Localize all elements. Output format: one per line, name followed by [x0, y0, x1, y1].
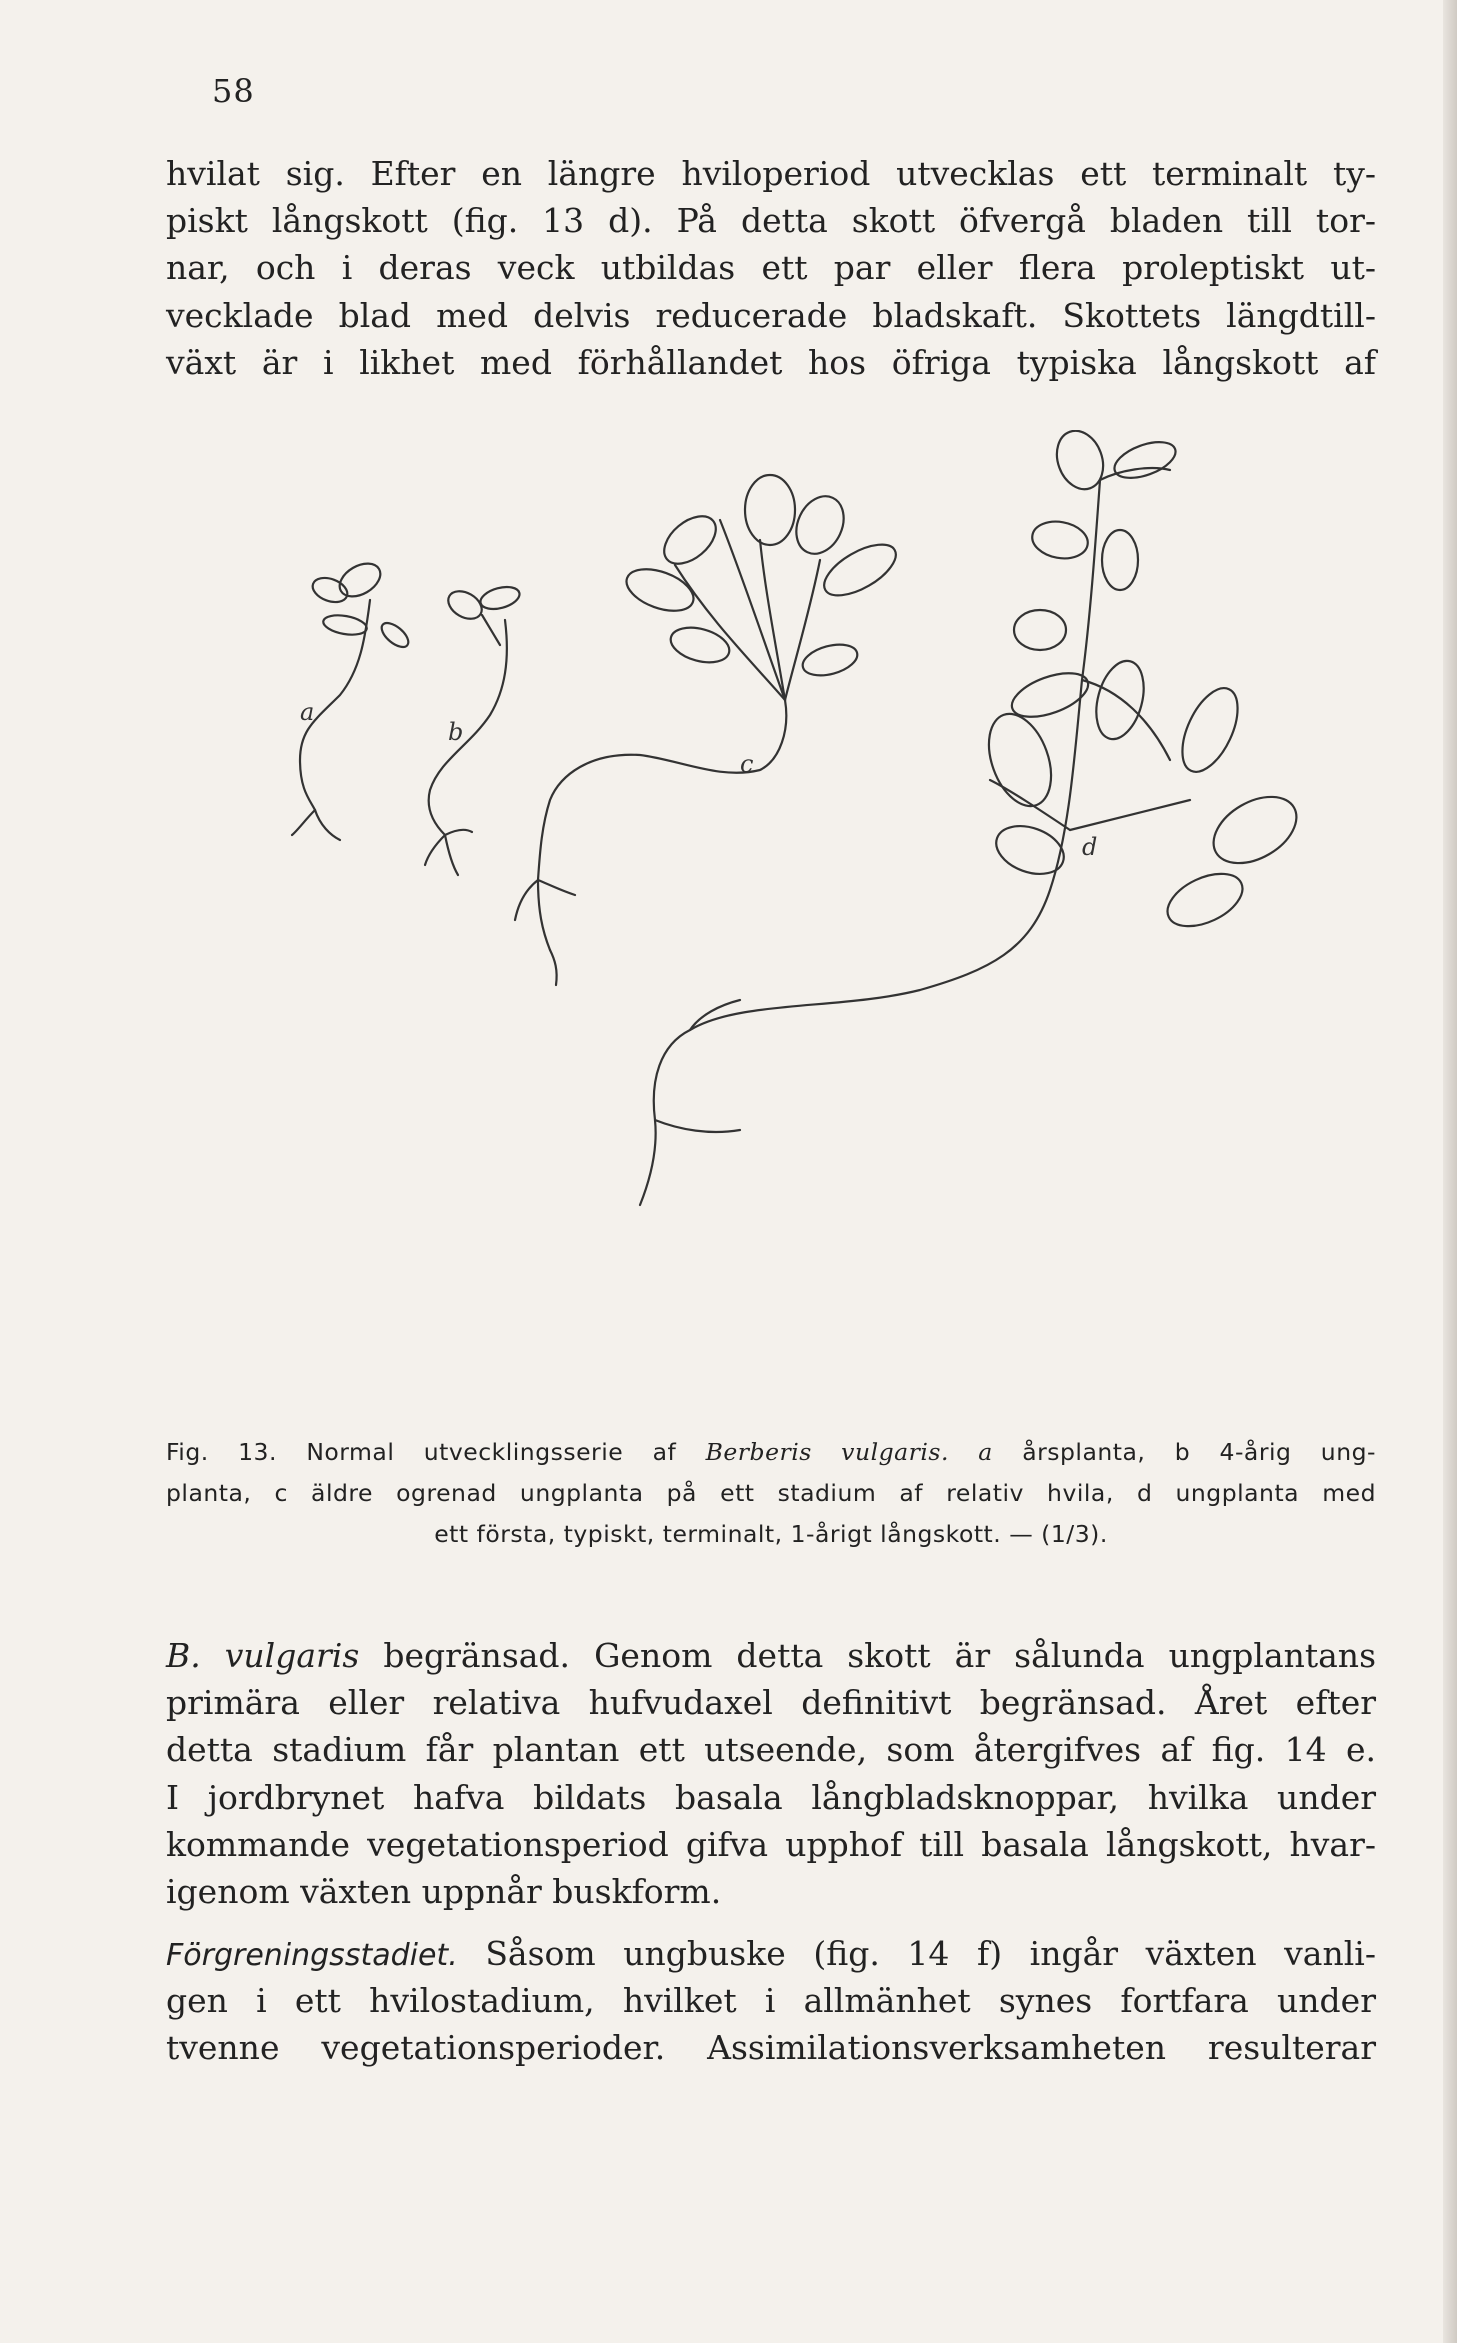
text-line: primära eller relativa hufvudaxel definitivt begränsad. Året efter	[166, 1683, 1376, 1723]
text-line	[166, 1930, 1376, 1977]
text-line: kommande vegetationsperiod gifva upphof till basala långskott, hvar-	[166, 1824, 1376, 1864]
text-line: hvilat sig. Efter en längre hviloperiod utvecklas ett terminalt ty-	[166, 154, 1376, 193]
text-line: växt är i likhet med förhållandet hos öfriga typiska långskott af	[166, 342, 1376, 382]
botanical-illustration	[220, 430, 1340, 1420]
text-line: vecklade blad med delvis reducerade bladskaft. Skottets längdtill-	[166, 295, 1376, 335]
text-line: igenom växten uppnår buskform.	[166, 1871, 722, 1911]
figure-label-a: a	[300, 698, 315, 726]
text-line: I jordbrynet hafva bildats basala långbladsknoppar, hvilka under	[166, 1777, 1376, 1817]
page-edge-shadow	[1443, 0, 1457, 2343]
text-line	[166, 1632, 1376, 1679]
plant-drawing-svg	[220, 430, 1340, 1420]
text-line: tvenne vegetationsperioder. Assimilationsverksamheten resulterar	[166, 2028, 1376, 2068]
text-line: gen i ett hvilostadium, hvilket i allmänhet synes fortfara under	[166, 1981, 1376, 2021]
figure-caption	[166, 1432, 1376, 1555]
paragraph-bottom	[166, 1930, 1376, 2072]
text-span: begränsad. Genom detta skott är sålunda ungplantans	[359, 1636, 1377, 1675]
paragraph-middle	[166, 1632, 1376, 1915]
caption-line: planta, c äldre ogrenad ungplanta på ett stadium af relativ hvila, d ungplanta med	[166, 1479, 1376, 1507]
text-line: detta stadium får plantan ett utseende, som återgifves af fig. 14 e.	[166, 1730, 1376, 1770]
text-line: piskt långskott (fig. 13 d). På detta skott öfvergå bladen till tor-	[166, 201, 1376, 241]
page-number: 58	[212, 72, 255, 110]
text-line: nar, och i deras veck utbildas ett par eller flera proleptiskt ut-	[166, 248, 1376, 288]
plant-c-drawing	[515, 475, 904, 985]
caption-text: Fig. 13. Normal utvecklingsserie af	[166, 1438, 706, 1466]
plant-d-drawing	[640, 430, 1308, 1205]
text-span: Såsom ungbuske (fig. 14 f) ingår växten vanli-	[457, 1934, 1376, 1973]
figure-label-b: b	[448, 718, 464, 746]
caption-line	[166, 1432, 1376, 1473]
species-name: B. vulgaris	[166, 1636, 360, 1675]
species-name: Berberis vulgaris.	[705, 1438, 949, 1466]
plant-b-drawing	[425, 583, 522, 875]
caption-line: ett första, typiskt, terminalt, 1-årigt långskott. — (1/3).	[434, 1520, 1108, 1548]
figure-label-d: d	[1082, 833, 1098, 861]
figure-label-c: c	[740, 750, 754, 778]
section-heading: Förgreningsstadiet.	[166, 1938, 458, 1973]
caption-label-a: a	[948, 1438, 993, 1466]
caption-text: årsplanta, b 4-årig ung-	[992, 1438, 1376, 1466]
paragraph-top	[166, 150, 1376, 386]
